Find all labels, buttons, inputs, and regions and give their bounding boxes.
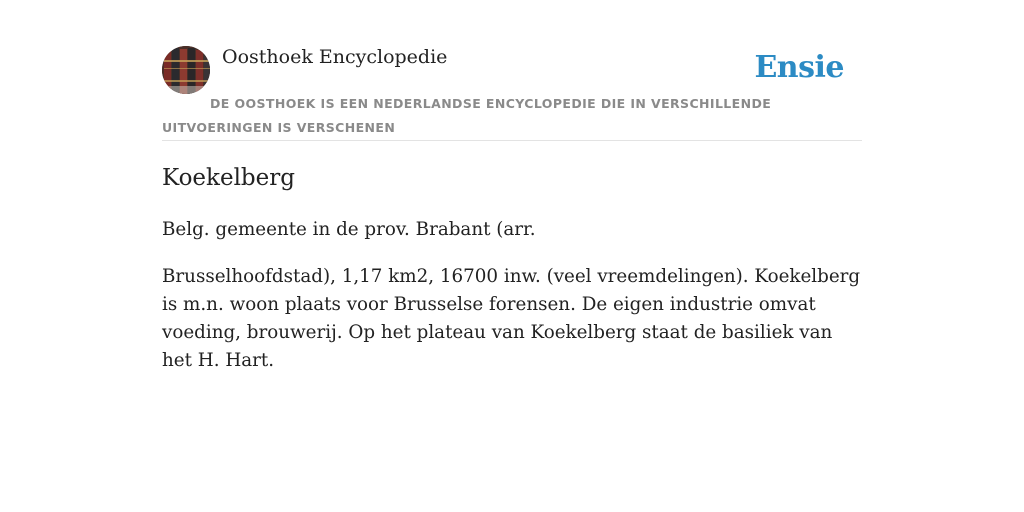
article-paragraph: Belg. gemeente in de prov. Brabant (arr. (162, 219, 536, 240)
site-title[interactable]: Oosthoek Encyclopedie (222, 46, 448, 68)
book-spines-avatar-icon[interactable] (162, 46, 210, 94)
site-tagline: DE OOSTHOEK IS EEN NEDERLANDSE ENCYCLOPEDIE DIE IN VERSCHILLENDE UITVOERINGEN IS VERSCHENEN (162, 96, 772, 135)
article-title: Koekelberg (162, 165, 295, 191)
ensie-logo[interactable]: Ensie (754, 50, 844, 85)
header (162, 46, 862, 141)
article-paragraph: Brusselhoofdstad), 1,17 km2, 16700 inw. (veel vreemdelingen). Koekelberg is m.n. woon plaats voor Brusselse forensen. De eigen industrie omvat voeding, brouwerij. Op het plateau van Koekelberg staat de basiliek van het H. Hart. (162, 266, 861, 371)
article (162, 160, 862, 375)
